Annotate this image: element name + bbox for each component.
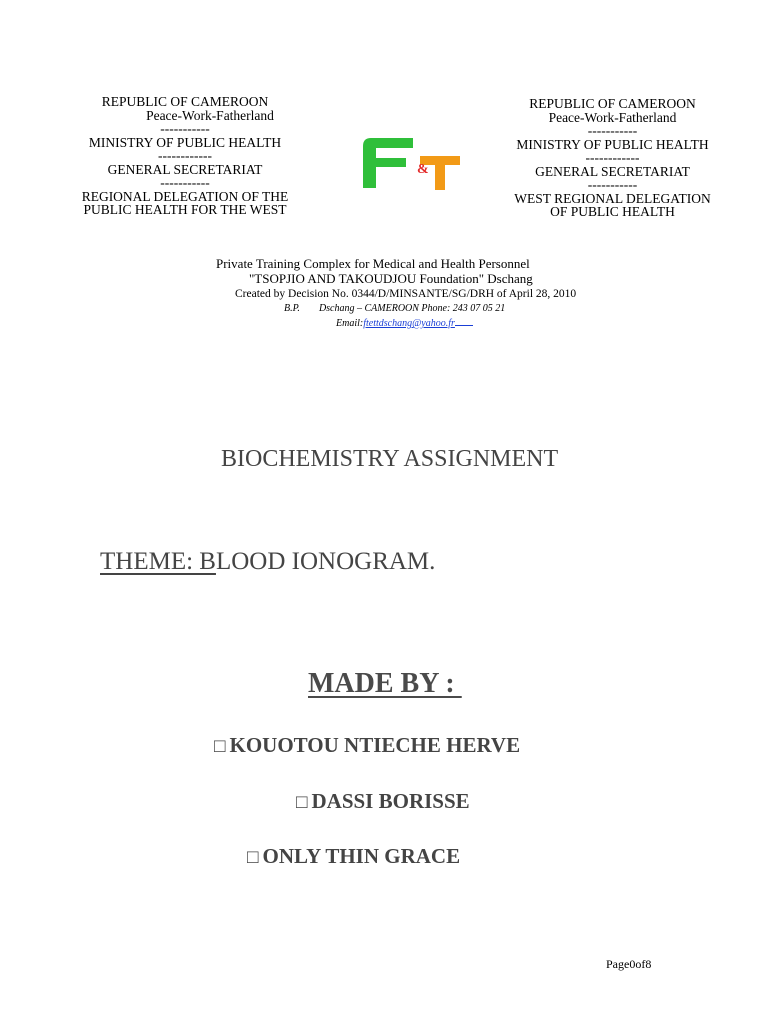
- bp-label: B.P.: [284, 303, 300, 314]
- theme-line: [100, 548, 435, 576]
- made-by-heading: MADE BY :: [308, 668, 462, 699]
- email-label: Email:: [336, 318, 364, 329]
- header-left-line: PUBLIC HEALTH FOR THE WEST: [83, 202, 287, 217]
- email-link[interactable]: ftettdschang@yahoo.fr: [363, 318, 455, 329]
- header-right: [490, 97, 735, 219]
- logo-ampersand: &: [417, 162, 429, 177]
- theme-text: LOOD IONOGRAM.: [215, 548, 436, 575]
- checkbox-bullet-icon: □: [296, 792, 308, 813]
- header-right-line: OF PUBLIC HEALTH: [550, 204, 675, 219]
- header-left-line: Peace-Work-Fatherland: [146, 107, 274, 123]
- address-line: [284, 303, 505, 314]
- email-line: [336, 316, 473, 329]
- address-text: Dschang – CAMEROON Phone: 243 07 05 21: [318, 303, 506, 314]
- creation-decision: Created by Decision No. 0344/D/MINSANTE/SG/DRH of April 28, 2010: [235, 288, 577, 300]
- member-item: [296, 789, 470, 814]
- header-left-line: -----------: [160, 121, 210, 136]
- member-item: [214, 733, 520, 758]
- header-right-line: Peace-Work-Fatherland: [548, 109, 677, 125]
- header-left-line: ------------: [158, 148, 212, 163]
- header-left-line: MINISTRY OF PUBLIC HEALTH: [88, 134, 282, 150]
- page-number: Page0of8: [606, 957, 652, 971]
- foundation-name: "TSOPJIO AND TAKOUDJOU Foundation" Dschang: [249, 271, 533, 286]
- header-left-line: GENERAL SECRETARIAT: [107, 161, 263, 177]
- member-item: [247, 844, 460, 869]
- foundation-logo: [358, 134, 464, 192]
- assignment-title: BIOCHEMISTRY ASSIGNMENT: [221, 446, 559, 472]
- checkbox-bullet-icon: □: [247, 847, 259, 868]
- header-left: [55, 95, 315, 217]
- institution-name: Private Training Complex for Medical and Health Personnel: [216, 256, 530, 271]
- header-right-line: REPUBLIC OF CAMEROON: [529, 96, 696, 111]
- header-left-line: REPUBLIC OF CAMEROON: [101, 94, 269, 109]
- header-right-line: WEST REGIONAL DELEGATION: [514, 190, 711, 206]
- header-right-line: ------------: [585, 150, 640, 165]
- checkbox-bullet-icon: □: [214, 736, 226, 757]
- header-right-line: MINISTRY OF PUBLIC HEALTH: [516, 136, 709, 152]
- header-right-line: -----------: [587, 123, 638, 138]
- header-right-line: -----------: [587, 177, 638, 192]
- header-right-line: GENERAL SECRETARIAT: [535, 163, 690, 179]
- member-name: KOUOTOU NTIECHE HERVE: [229, 733, 521, 757]
- logo-f-shape: [363, 138, 413, 188]
- theme-label: THEME: B: [100, 548, 216, 575]
- member-name: ONLY THIN GRACE: [262, 844, 461, 868]
- header-left-line: REGIONAL DELEGATION OF THE: [81, 188, 289, 204]
- member-name: DASSI BORISSE: [311, 789, 470, 813]
- header-left-line: -----------: [160, 175, 210, 190]
